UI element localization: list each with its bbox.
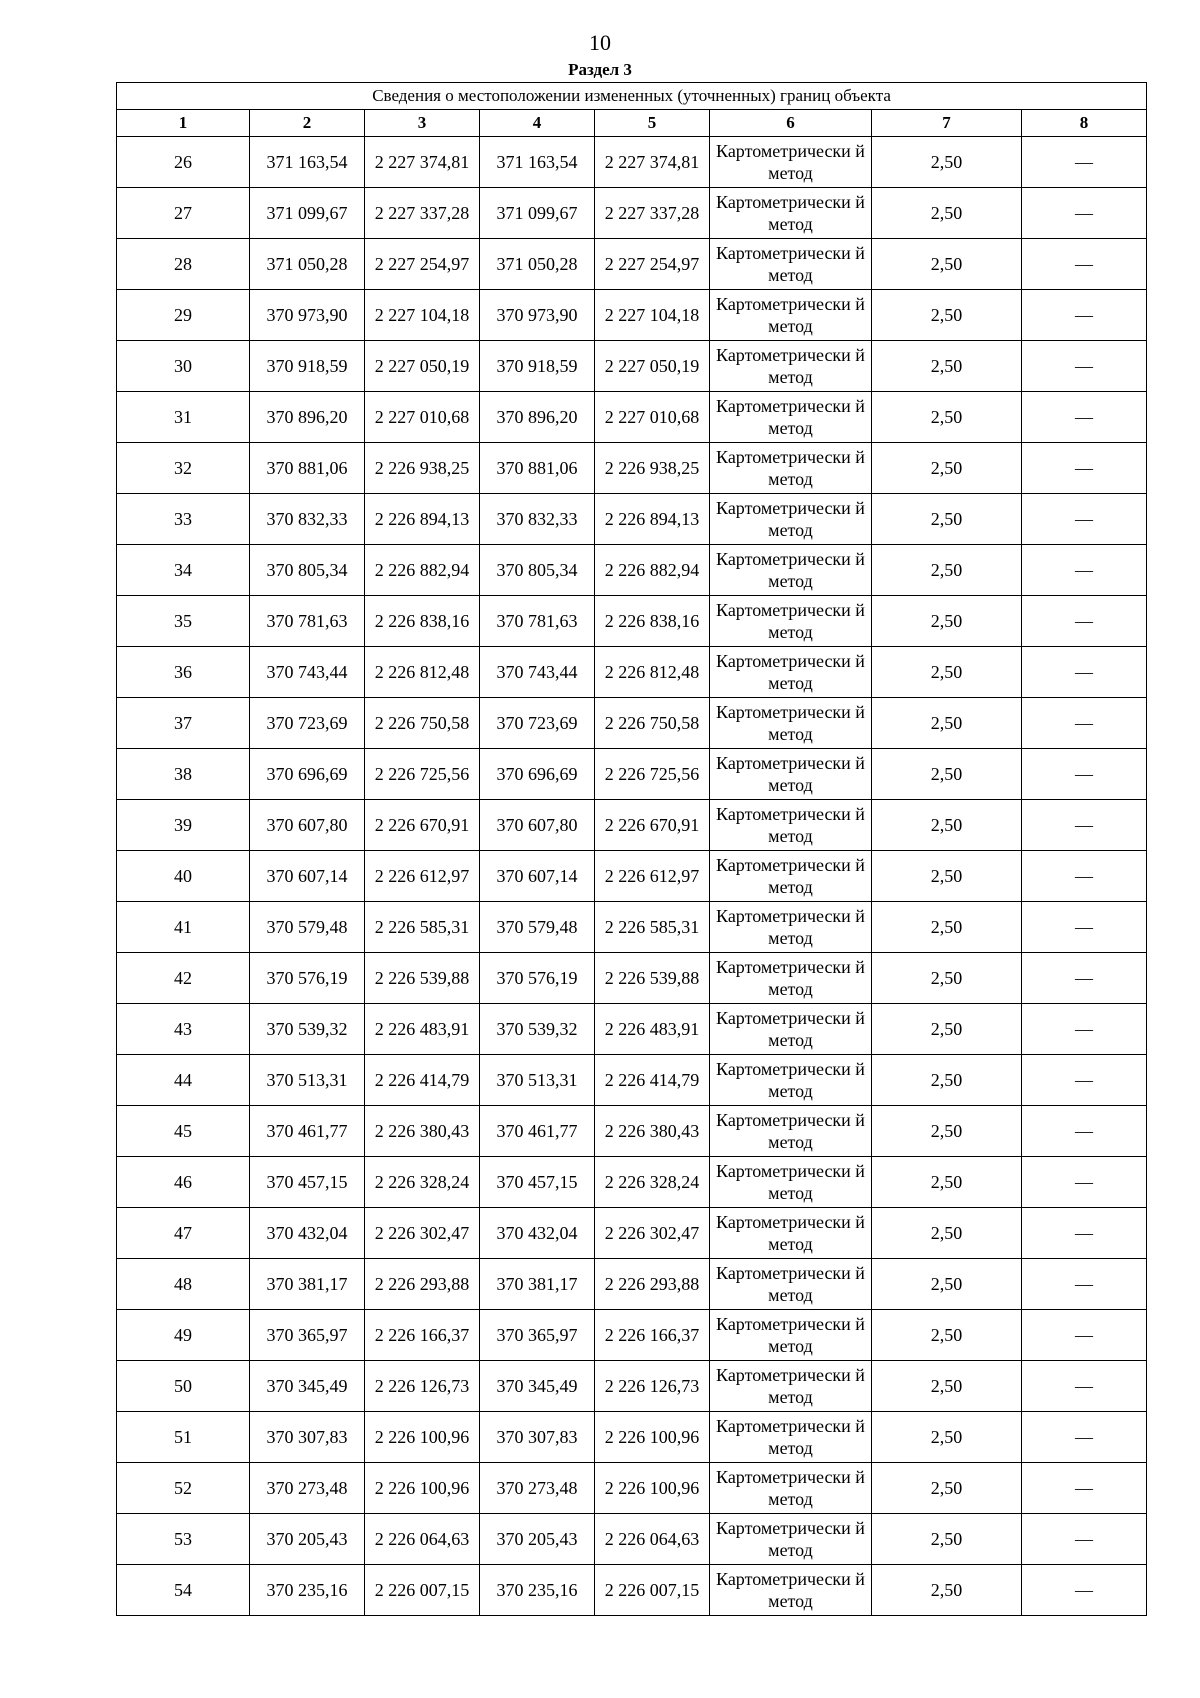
- method-cell: Картометрически й метод: [710, 749, 872, 800]
- method-cell: Картометрически й метод: [710, 1106, 872, 1157]
- method-cell: Картометрически й метод: [710, 800, 872, 851]
- y-existing-cell: 2 227 104,18: [365, 290, 480, 341]
- y-existing-cell: 2 226 380,43: [365, 1106, 480, 1157]
- table-row: [117, 647, 1147, 698]
- y-existing-cell: 2 226 882,94: [365, 545, 480, 596]
- y-existing-cell: 2 227 254,97: [365, 239, 480, 290]
- method-cell: Картометрически й метод: [710, 1361, 872, 1412]
- column-number: 7: [872, 110, 1022, 137]
- description-cell: —: [1022, 188, 1147, 239]
- accuracy-cell: 2,50: [872, 239, 1022, 290]
- table-row: [117, 392, 1147, 443]
- point-number-cell: 46: [117, 1157, 250, 1208]
- description-cell: —: [1022, 902, 1147, 953]
- description-cell: —: [1022, 800, 1147, 851]
- description-cell: —: [1022, 596, 1147, 647]
- y-refined-cell: 2 226 483,91: [595, 1004, 710, 1055]
- accuracy-cell: 2,50: [872, 494, 1022, 545]
- accuracy-cell: 2,50: [872, 341, 1022, 392]
- point-number-cell: 26: [117, 137, 250, 188]
- y-existing-cell: 2 226 838,16: [365, 596, 480, 647]
- accuracy-cell: 2,50: [872, 749, 1022, 800]
- point-number-cell: 49: [117, 1310, 250, 1361]
- description-cell: —: [1022, 137, 1147, 188]
- column-number: 4: [480, 110, 595, 137]
- accuracy-cell: 2,50: [872, 1259, 1022, 1310]
- point-number-cell: 37: [117, 698, 250, 749]
- method-cell: Картометрически й метод: [710, 902, 872, 953]
- accuracy-cell: 2,50: [872, 1310, 1022, 1361]
- accuracy-cell: 2,50: [872, 1514, 1022, 1565]
- x-existing-cell: 370 461,77: [250, 1106, 365, 1157]
- description-cell: —: [1022, 494, 1147, 545]
- method-cell: Картометрически й метод: [710, 647, 872, 698]
- y-existing-cell: 2 226 007,15: [365, 1565, 480, 1616]
- y-refined-cell: 2 227 104,18: [595, 290, 710, 341]
- y-existing-cell: 2 226 126,73: [365, 1361, 480, 1412]
- x-existing-cell: 370 235,16: [250, 1565, 365, 1616]
- y-existing-cell: 2 226 812,48: [365, 647, 480, 698]
- x-refined-cell: 370 576,19: [480, 953, 595, 1004]
- accuracy-cell: 2,50: [872, 647, 1022, 698]
- table-row: [117, 1106, 1147, 1157]
- description-cell: —: [1022, 647, 1147, 698]
- accuracy-cell: 2,50: [872, 1004, 1022, 1055]
- x-refined-cell: 370 345,49: [480, 1361, 595, 1412]
- description-cell: —: [1022, 239, 1147, 290]
- table-row: [117, 1565, 1147, 1616]
- description-cell: —: [1022, 1259, 1147, 1310]
- x-existing-cell: 370 432,04: [250, 1208, 365, 1259]
- y-refined-cell: 2 226 750,58: [595, 698, 710, 749]
- accuracy-cell: 2,50: [872, 902, 1022, 953]
- x-refined-cell: 371 163,54: [480, 137, 595, 188]
- accuracy-cell: 2,50: [872, 1361, 1022, 1412]
- description-cell: —: [1022, 851, 1147, 902]
- accuracy-cell: 2,50: [872, 800, 1022, 851]
- x-existing-cell: 370 273,48: [250, 1463, 365, 1514]
- column-number: 3: [365, 110, 480, 137]
- table-row: [117, 698, 1147, 749]
- point-number-cell: 29: [117, 290, 250, 341]
- x-existing-cell: 371 050,28: [250, 239, 365, 290]
- section-title: Раздел 3: [568, 60, 632, 79]
- table-row: [117, 545, 1147, 596]
- description-cell: —: [1022, 545, 1147, 596]
- y-refined-cell: 2 226 380,43: [595, 1106, 710, 1157]
- x-existing-cell: 371 099,67: [250, 188, 365, 239]
- y-existing-cell: 2 227 337,28: [365, 188, 480, 239]
- description-cell: —: [1022, 1412, 1147, 1463]
- y-refined-cell: 2 226 670,91: [595, 800, 710, 851]
- x-refined-cell: 370 307,83: [480, 1412, 595, 1463]
- x-refined-cell: 370 723,69: [480, 698, 595, 749]
- x-refined-cell: 370 607,14: [480, 851, 595, 902]
- table-row: [117, 1208, 1147, 1259]
- description-cell: —: [1022, 1361, 1147, 1412]
- description-cell: —: [1022, 1463, 1147, 1514]
- y-refined-cell: 2 226 838,16: [595, 596, 710, 647]
- y-refined-cell: 2 226 812,48: [595, 647, 710, 698]
- y-existing-cell: 2 226 414,79: [365, 1055, 480, 1106]
- x-refined-cell: 370 381,17: [480, 1259, 595, 1310]
- point-number-cell: 40: [117, 851, 250, 902]
- point-number-cell: 32: [117, 443, 250, 494]
- point-number-cell: 38: [117, 749, 250, 800]
- x-refined-cell: 370 273,48: [480, 1463, 595, 1514]
- x-existing-cell: 370 576,19: [250, 953, 365, 1004]
- table-row: [117, 443, 1147, 494]
- y-refined-cell: 2 226 882,94: [595, 545, 710, 596]
- accuracy-cell: 2,50: [872, 953, 1022, 1004]
- x-refined-cell: 370 743,44: [480, 647, 595, 698]
- y-refined-cell: 2 226 100,96: [595, 1412, 710, 1463]
- method-cell: Картометрически й метод: [710, 290, 872, 341]
- point-number-cell: 28: [117, 239, 250, 290]
- x-existing-cell: 370 696,69: [250, 749, 365, 800]
- point-number-cell: 47: [117, 1208, 250, 1259]
- x-refined-cell: 370 607,80: [480, 800, 595, 851]
- y-refined-cell: 2 226 539,88: [595, 953, 710, 1004]
- accuracy-cell: 2,50: [872, 1565, 1022, 1616]
- method-cell: Картометрически й метод: [710, 188, 872, 239]
- method-cell: Картометрически й метод: [710, 545, 872, 596]
- y-refined-cell: 2 226 585,31: [595, 902, 710, 953]
- y-refined-cell: 2 226 725,56: [595, 749, 710, 800]
- method-cell: Картометрически й метод: [710, 953, 872, 1004]
- method-cell: Картометрически й метод: [710, 1412, 872, 1463]
- table-row: [117, 851, 1147, 902]
- description-cell: —: [1022, 392, 1147, 443]
- x-existing-cell: 370 381,17: [250, 1259, 365, 1310]
- x-existing-cell: 370 607,14: [250, 851, 365, 902]
- accuracy-cell: 2,50: [872, 1463, 1022, 1514]
- x-existing-cell: 371 163,54: [250, 137, 365, 188]
- x-existing-cell: 370 307,83: [250, 1412, 365, 1463]
- x-refined-cell: 370 365,97: [480, 1310, 595, 1361]
- accuracy-cell: 2,50: [872, 392, 1022, 443]
- y-refined-cell: 2 226 328,24: [595, 1157, 710, 1208]
- x-refined-cell: 371 050,28: [480, 239, 595, 290]
- description-cell: —: [1022, 1208, 1147, 1259]
- page-number: 10: [589, 30, 611, 55]
- point-number-cell: 51: [117, 1412, 250, 1463]
- point-number-cell: 27: [117, 188, 250, 239]
- x-existing-cell: 370 345,49: [250, 1361, 365, 1412]
- description-cell: —: [1022, 953, 1147, 1004]
- point-number-cell: 42: [117, 953, 250, 1004]
- x-refined-cell: 370 696,69: [480, 749, 595, 800]
- table-body: [117, 137, 1147, 1616]
- x-refined-cell: 370 896,20: [480, 392, 595, 443]
- point-number-cell: 31: [117, 392, 250, 443]
- method-cell: Картометрически й метод: [710, 443, 872, 494]
- accuracy-cell: 2,50: [872, 1157, 1022, 1208]
- description-cell: —: [1022, 698, 1147, 749]
- x-existing-cell: 370 805,34: [250, 545, 365, 596]
- description-cell: —: [1022, 290, 1147, 341]
- y-existing-cell: 2 226 302,47: [365, 1208, 480, 1259]
- method-cell: Картометрически й метод: [710, 1208, 872, 1259]
- point-number-cell: 41: [117, 902, 250, 953]
- y-refined-cell: 2 227 337,28: [595, 188, 710, 239]
- method-cell: Картометрически й метод: [710, 239, 872, 290]
- y-existing-cell: 2 227 374,81: [365, 137, 480, 188]
- x-refined-cell: 370 539,32: [480, 1004, 595, 1055]
- table-row: [117, 1412, 1147, 1463]
- description-cell: —: [1022, 443, 1147, 494]
- y-refined-cell: 2 227 254,97: [595, 239, 710, 290]
- accuracy-cell: 2,50: [872, 443, 1022, 494]
- method-cell: Картометрически й метод: [710, 1157, 872, 1208]
- accuracy-cell: 2,50: [872, 545, 1022, 596]
- table-row: [117, 1361, 1147, 1412]
- table-caption: Сведения о местоположении измененных (уточненных) границ объекта: [117, 83, 1147, 110]
- method-cell: Картометрически й метод: [710, 596, 872, 647]
- y-existing-cell: 2 226 328,24: [365, 1157, 480, 1208]
- y-existing-cell: 2 226 894,13: [365, 494, 480, 545]
- table-row: [117, 749, 1147, 800]
- description-cell: —: [1022, 1514, 1147, 1565]
- method-cell: Картометрически й метод: [710, 1514, 872, 1565]
- method-cell: Картометрически й метод: [710, 1463, 872, 1514]
- y-existing-cell: 2 226 100,96: [365, 1463, 480, 1514]
- point-number-cell: 33: [117, 494, 250, 545]
- table-row: [117, 800, 1147, 851]
- column-number: 5: [595, 110, 710, 137]
- description-cell: —: [1022, 1310, 1147, 1361]
- table-row: [117, 1259, 1147, 1310]
- x-existing-cell: 370 539,32: [250, 1004, 365, 1055]
- x-existing-cell: 370 881,06: [250, 443, 365, 494]
- table-row: [117, 137, 1147, 188]
- y-refined-cell: 2 226 302,47: [595, 1208, 710, 1259]
- x-existing-cell: 370 513,31: [250, 1055, 365, 1106]
- table-row: [117, 341, 1147, 392]
- accuracy-cell: 2,50: [872, 596, 1022, 647]
- description-cell: —: [1022, 749, 1147, 800]
- y-existing-cell: 2 226 612,97: [365, 851, 480, 902]
- method-cell: Картометрически й метод: [710, 1310, 872, 1361]
- y-refined-cell: 2 226 293,88: [595, 1259, 710, 1310]
- y-refined-cell: 2 226 100,96: [595, 1463, 710, 1514]
- point-number-cell: 43: [117, 1004, 250, 1055]
- x-refined-cell: 370 457,15: [480, 1157, 595, 1208]
- x-existing-cell: 370 781,63: [250, 596, 365, 647]
- x-existing-cell: 370 457,15: [250, 1157, 365, 1208]
- method-cell: Картометрически й метод: [710, 1259, 872, 1310]
- point-number-cell: 30: [117, 341, 250, 392]
- y-existing-cell: 2 226 293,88: [365, 1259, 480, 1310]
- point-number-cell: 48: [117, 1259, 250, 1310]
- y-refined-cell: 2 226 612,97: [595, 851, 710, 902]
- point-number-cell: 53: [117, 1514, 250, 1565]
- method-cell: Картометрически й метод: [710, 341, 872, 392]
- accuracy-cell: 2,50: [872, 698, 1022, 749]
- column-number: 2: [250, 110, 365, 137]
- x-refined-cell: 370 461,77: [480, 1106, 595, 1157]
- accuracy-cell: 2,50: [872, 1412, 1022, 1463]
- y-existing-cell: 2 227 050,19: [365, 341, 480, 392]
- method-cell: Картометрически й метод: [710, 392, 872, 443]
- table-row: [117, 1055, 1147, 1106]
- method-cell: Картометрически й метод: [710, 1004, 872, 1055]
- column-number-row: [117, 110, 1147, 137]
- method-cell: Картометрически й метод: [710, 1055, 872, 1106]
- description-cell: —: [1022, 1004, 1147, 1055]
- x-existing-cell: 370 743,44: [250, 647, 365, 698]
- y-existing-cell: 2 226 539,88: [365, 953, 480, 1004]
- table-row: [117, 1463, 1147, 1514]
- x-refined-cell: 370 781,63: [480, 596, 595, 647]
- x-existing-cell: 370 832,33: [250, 494, 365, 545]
- point-number-cell: 54: [117, 1565, 250, 1616]
- method-cell: Картометрически й метод: [710, 137, 872, 188]
- table-row: [117, 494, 1147, 545]
- column-number: 1: [117, 110, 250, 137]
- table-row: [117, 1157, 1147, 1208]
- y-refined-cell: 2 226 166,37: [595, 1310, 710, 1361]
- x-refined-cell: 370 513,31: [480, 1055, 595, 1106]
- y-refined-cell: 2 226 894,13: [595, 494, 710, 545]
- column-number: 8: [1022, 110, 1147, 137]
- y-existing-cell: 2 226 100,96: [365, 1412, 480, 1463]
- point-number-cell: 39: [117, 800, 250, 851]
- table-row: [117, 1004, 1147, 1055]
- point-number-cell: 44: [117, 1055, 250, 1106]
- table-row: [117, 239, 1147, 290]
- x-existing-cell: 370 205,43: [250, 1514, 365, 1565]
- description-cell: —: [1022, 341, 1147, 392]
- method-cell: Картометрически й метод: [710, 1565, 872, 1616]
- table-row: [117, 596, 1147, 647]
- y-refined-cell: 2 226 126,73: [595, 1361, 710, 1412]
- boundary-coordinates-table: [116, 82, 1147, 1616]
- table-row: [117, 1310, 1147, 1361]
- column-number: 6: [710, 110, 872, 137]
- accuracy-cell: 2,50: [872, 137, 1022, 188]
- x-existing-cell: 370 896,20: [250, 392, 365, 443]
- x-existing-cell: 370 607,80: [250, 800, 365, 851]
- y-existing-cell: 2 226 938,25: [365, 443, 480, 494]
- accuracy-cell: 2,50: [872, 188, 1022, 239]
- method-cell: Картометрически й метод: [710, 851, 872, 902]
- y-refined-cell: 2 227 010,68: [595, 392, 710, 443]
- x-refined-cell: 370 235,16: [480, 1565, 595, 1616]
- x-refined-cell: 370 432,04: [480, 1208, 595, 1259]
- point-number-cell: 45: [117, 1106, 250, 1157]
- point-number-cell: 36: [117, 647, 250, 698]
- accuracy-cell: 2,50: [872, 1055, 1022, 1106]
- table-row: [117, 188, 1147, 239]
- x-existing-cell: 370 918,59: [250, 341, 365, 392]
- y-existing-cell: 2 226 585,31: [365, 902, 480, 953]
- point-number-cell: 35: [117, 596, 250, 647]
- y-refined-cell: 2 227 050,19: [595, 341, 710, 392]
- table-row: [117, 953, 1147, 1004]
- x-refined-cell: 370 881,06: [480, 443, 595, 494]
- point-number-cell: 52: [117, 1463, 250, 1514]
- x-refined-cell: 370 832,33: [480, 494, 595, 545]
- accuracy-cell: 2,50: [872, 290, 1022, 341]
- accuracy-cell: 2,50: [872, 1106, 1022, 1157]
- table-row: [117, 290, 1147, 341]
- x-existing-cell: 370 579,48: [250, 902, 365, 953]
- y-refined-cell: 2 226 064,63: [595, 1514, 710, 1565]
- y-existing-cell: 2 226 725,56: [365, 749, 480, 800]
- point-number-cell: 50: [117, 1361, 250, 1412]
- y-refined-cell: 2 227 374,81: [595, 137, 710, 188]
- accuracy-cell: 2,50: [872, 851, 1022, 902]
- x-refined-cell: 370 918,59: [480, 341, 595, 392]
- y-refined-cell: 2 226 414,79: [595, 1055, 710, 1106]
- y-existing-cell: 2 226 166,37: [365, 1310, 480, 1361]
- y-refined-cell: 2 226 007,15: [595, 1565, 710, 1616]
- y-existing-cell: 2 226 750,58: [365, 698, 480, 749]
- x-refined-cell: 370 205,43: [480, 1514, 595, 1565]
- table-row: [117, 902, 1147, 953]
- description-cell: —: [1022, 1055, 1147, 1106]
- accuracy-cell: 2,50: [872, 1208, 1022, 1259]
- y-refined-cell: 2 226 938,25: [595, 443, 710, 494]
- x-refined-cell: 370 805,34: [480, 545, 595, 596]
- method-cell: Картометрически й метод: [710, 698, 872, 749]
- method-cell: Картометрически й метод: [710, 494, 872, 545]
- x-refined-cell: 370 579,48: [480, 902, 595, 953]
- x-existing-cell: 370 365,97: [250, 1310, 365, 1361]
- y-existing-cell: 2 226 064,63: [365, 1514, 480, 1565]
- description-cell: —: [1022, 1565, 1147, 1616]
- x-existing-cell: 370 973,90: [250, 290, 365, 341]
- point-number-cell: 34: [117, 545, 250, 596]
- y-existing-cell: 2 227 010,68: [365, 392, 480, 443]
- y-existing-cell: 2 226 483,91: [365, 1004, 480, 1055]
- x-refined-cell: 370 973,90: [480, 290, 595, 341]
- y-existing-cell: 2 226 670,91: [365, 800, 480, 851]
- description-cell: —: [1022, 1106, 1147, 1157]
- table-row: [117, 1514, 1147, 1565]
- x-existing-cell: 370 723,69: [250, 698, 365, 749]
- description-cell: —: [1022, 1157, 1147, 1208]
- x-refined-cell: 371 099,67: [480, 188, 595, 239]
